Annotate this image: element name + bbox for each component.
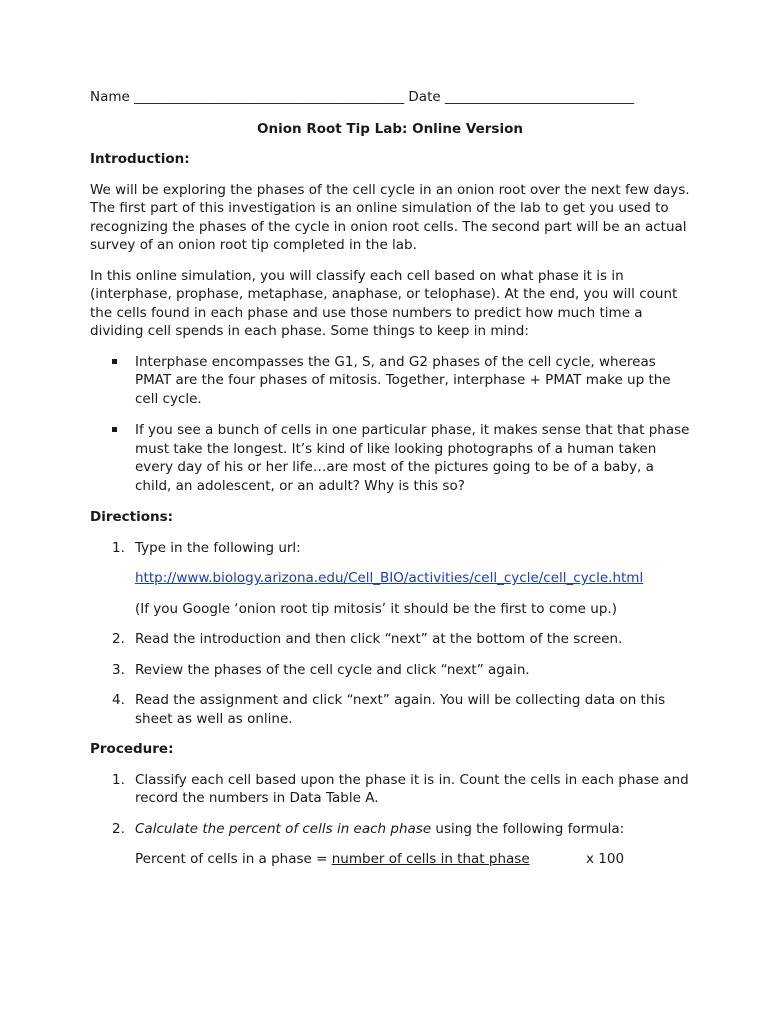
directions-item-text: Read the assignment and click “next” again. You will be collecting data on this sheet as well as online. xyxy=(135,692,666,727)
procedure-item-italic-text: Calculate the percent of cells in each phase xyxy=(135,820,432,837)
item-number: 1. xyxy=(112,771,125,788)
introduction-heading: Introduction: xyxy=(90,151,190,167)
formula-numerator: number of cells in that phase xyxy=(331,851,530,867)
url-link[interactable]: http://www.biology.arizona.edu/Cell_BIO/activities/cell_cycle/cell_cycle.html xyxy=(135,570,644,586)
formula-lhs: Percent of cells in a phase = xyxy=(135,851,332,867)
directions-item xyxy=(90,661,690,680)
directions-item xyxy=(90,691,690,728)
formula-multiplier: x 100 xyxy=(586,851,625,867)
directions-item xyxy=(90,539,690,619)
directions-list xyxy=(90,539,690,729)
bullet-item: If you see a bunch of cells in one particular phase, it makes sense that that phase must take the longest. It’s kind of like looking photographs of a human taken every day of his or her life…are most of the pictures going to be of a baby, a child, an adolescent, or an adult? Why is this so? xyxy=(90,421,690,495)
item-number: 3. xyxy=(112,661,125,678)
directions-item-text: Type in the following url: xyxy=(135,539,301,556)
procedure-item-text: Classify each cell based upon the phase it is in. Count the cells in each phase and record the numbers in Data Table A. xyxy=(135,771,689,806)
percent-formula xyxy=(135,850,690,869)
item-number: 4. xyxy=(112,692,125,708)
directions-item-text: Read the introduction and then click “next” at the bottom of the screen. xyxy=(135,631,623,647)
introduction-paragraph-1: We will be exploring the phases of the cell cycle in an onion root over the next few days. The first part of this investigation is an online simulation of the lab to get you used to recognizing the phases of the cycle in onion root cells. The second part will be an actual survey of an onion root tip completed in the lab. xyxy=(90,181,690,253)
procedure-list xyxy=(90,771,690,869)
procedure-item xyxy=(90,820,690,869)
google-note: (If you Google ‘onion root tip mitosis’ it should be the first to come up.) xyxy=(135,600,617,617)
directions-item-text: Review the phases of the cell cycle and click “next” again. xyxy=(135,661,530,678)
item-number: 2. xyxy=(112,631,125,647)
name-date-line: Name ________________________________________ Date ____________________________ xyxy=(90,89,634,105)
directions-heading: Directions: xyxy=(90,509,174,525)
bullet-item: Interphase encompasses the G1, S, and G2 phases of the cell cycle, whereas PMAT are the four phases of mitosis. Together, interphase + PMAT make up the cell cycle. xyxy=(90,353,690,409)
item-number: 2. xyxy=(112,820,125,837)
procedure-item-text: using the following formula: xyxy=(431,820,625,837)
key-points-list xyxy=(90,353,690,496)
introduction-paragraph-2: In this online simulation, you will classify each cell based on what phase it is in (interphase, prophase, metaphase, anaphase, or telophase). At the end, you will count the cells found in each phase and use those numbers to predict how much time a dividing cell spends in each phase. Some things to keep in mind: xyxy=(90,267,678,339)
procedure-heading: Procedure: xyxy=(90,741,174,757)
procedure-item xyxy=(90,771,690,808)
directions-item xyxy=(90,630,690,649)
document-page xyxy=(90,88,690,881)
page-title: Onion Root Tip Lab: Online Version xyxy=(257,120,523,137)
item-number: 1. xyxy=(112,539,125,556)
